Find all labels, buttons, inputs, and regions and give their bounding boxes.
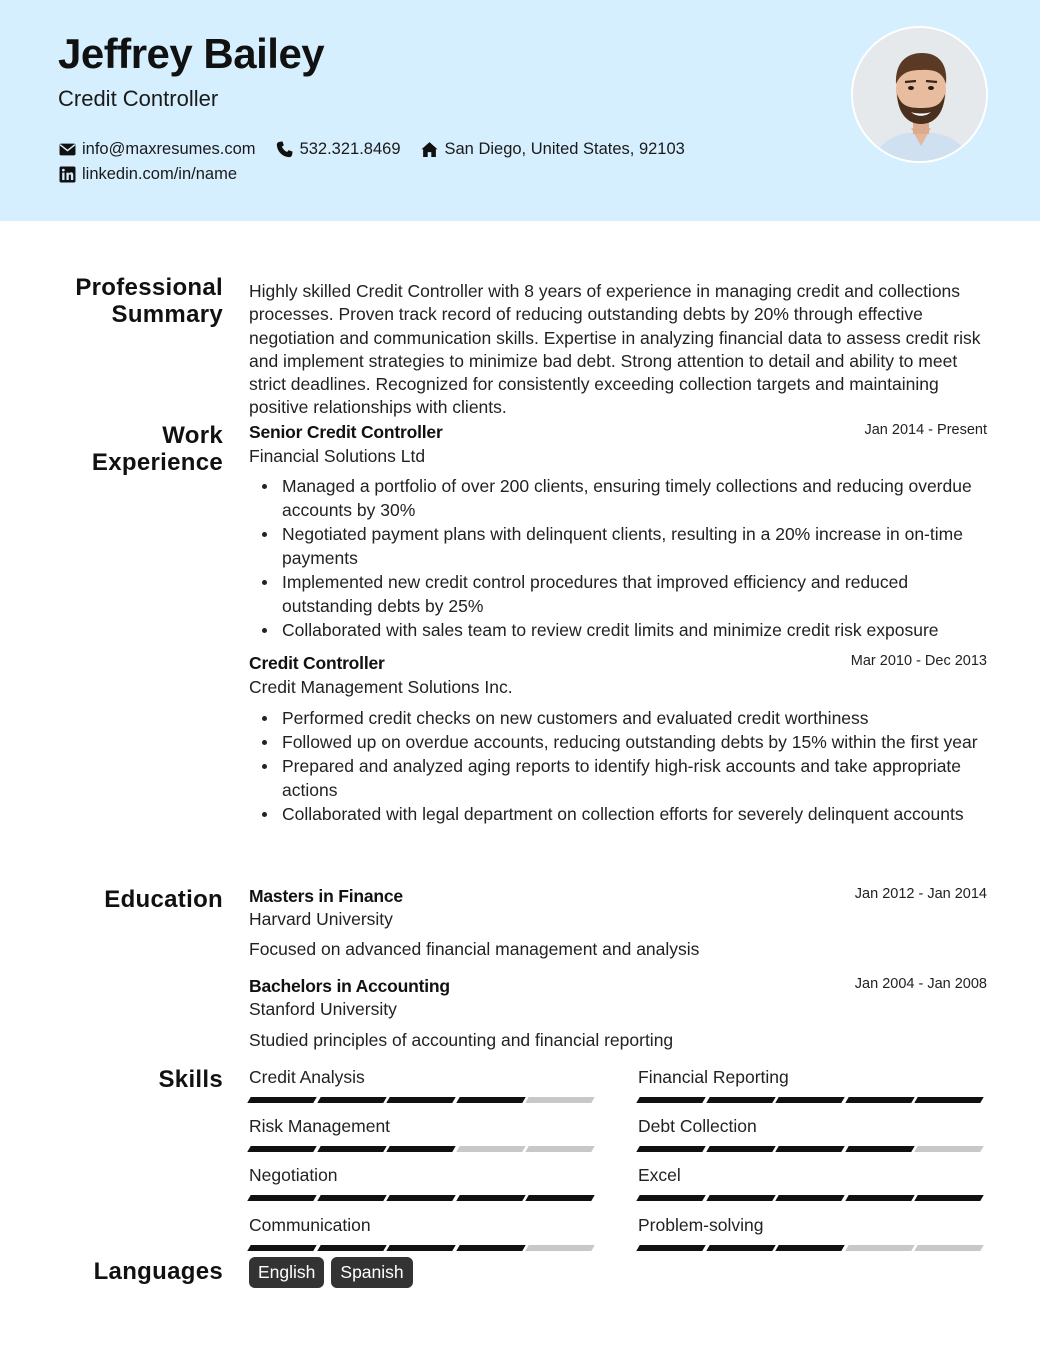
skill-segment-filled <box>775 1146 844 1152</box>
list-item: Managed a portfolio of over 200 clients, ensuring timely collections and reducing overdue accounts by 30% <box>249 474 987 522</box>
degree-title: Bachelors in Accounting <box>249 976 450 996</box>
skill-item <box>249 1215 597 1251</box>
contact-row-2 <box>58 165 257 184</box>
skill-segment-filled <box>247 1146 316 1152</box>
skill-segment-filled <box>706 1195 775 1201</box>
skill-level-bar <box>249 1146 597 1152</box>
language-chip: Spanish <box>331 1257 412 1288</box>
job-dates: Jan 2014 - Present <box>864 422 987 438</box>
skill-name: Credit Analysis <box>249 1067 365 1087</box>
skill-segment-filled <box>706 1146 775 1152</box>
job-title: Senior Credit Controller <box>249 422 443 442</box>
skill-segment-empty <box>526 1245 595 1251</box>
skill-segment-filled <box>636 1146 705 1152</box>
job-header <box>249 422 987 446</box>
language-list <box>249 1257 420 1288</box>
skill-segment-filled <box>775 1195 844 1201</box>
education-description: Studied principles of accounting and financial reporting <box>249 1030 674 1050</box>
skill-level-bar <box>638 1245 986 1251</box>
linkedin-text: linkedin.com/in/name <box>82 165 237 183</box>
skill-level-bar <box>638 1097 986 1103</box>
skill-segment-filled <box>706 1097 775 1103</box>
skill-segment-filled <box>386 1146 455 1152</box>
home-icon <box>421 141 439 159</box>
skill-name: Financial Reporting <box>638 1067 789 1087</box>
section-label-skills: Skills <box>158 1066 223 1093</box>
skill-segment-filled <box>317 1097 386 1103</box>
section-label-education: Education <box>104 886 223 913</box>
skill-segment-empty <box>526 1097 595 1103</box>
job-bullets <box>249 474 987 642</box>
skill-name: Negotiation <box>249 1165 338 1185</box>
education-header <box>249 976 987 1000</box>
school-name: Harvard University <box>249 909 393 929</box>
phone-icon <box>276 141 294 159</box>
list-item: Followed up on overdue accounts, reducing outstanding debts by 15% within the first year <box>249 730 987 754</box>
skill-segment-filled <box>915 1097 984 1103</box>
skill-level-bar <box>249 1245 597 1251</box>
candidate-title: Credit Controller <box>58 86 219 111</box>
skill-level-bar <box>249 1097 597 1103</box>
skill-level-bar <box>638 1195 986 1201</box>
skill-segment-filled <box>317 1146 386 1152</box>
skill-name: Debt Collection <box>638 1116 757 1136</box>
skill-segment-filled <box>456 1097 525 1103</box>
summary-text: Highly skilled Credit Controller with 8 years of experience in managing credit and collections processes. Proven track record of reducing outstanding debts by 20% through effective negotiation and communication skills. Expertise in analyzing financial data to assess credit risk and implement strategies to minimize bad debt. Strong attention to detail and ability to meet strict deadlines. Recognized for consistently exceeding collection targets and maintaining positive relationships with clients. <box>249 281 981 418</box>
language-chip: English <box>249 1257 324 1288</box>
skill-segment-filled <box>845 1195 914 1201</box>
education-dates: Jan 2012 - Jan 2014 <box>854 886 987 902</box>
envelope-icon <box>58 141 76 159</box>
skill-segment-filled <box>386 1097 455 1103</box>
contact-location <box>421 140 685 159</box>
list-item: Collaborated with legal department on collection efforts for severely delinquent accounts <box>249 802 987 826</box>
school-name: Stanford University <box>249 999 397 1019</box>
list-item: Negotiated payment plans with delinquent clients, resulting in a 20% increase in on-time payments <box>249 522 987 570</box>
header-banner <box>0 0 1040 221</box>
skill-segment-filled <box>775 1245 844 1251</box>
contact-email[interactable] <box>58 140 256 159</box>
job-company: Financial Solutions Ltd <box>249 446 426 466</box>
skill-segment-filled <box>845 1097 914 1103</box>
job-bullets <box>249 706 987 826</box>
job-dates: Mar 2010 - Dec 2013 <box>850 653 987 669</box>
education-header <box>249 886 987 910</box>
skill-item <box>638 1116 986 1152</box>
profile-photo <box>851 26 988 163</box>
skill-level-bar <box>638 1146 986 1152</box>
skill-item <box>638 1165 986 1201</box>
skill-name: Risk Management <box>249 1116 391 1136</box>
contact-row <box>58 140 705 159</box>
list-item: Collaborated with sales team to review credit limits and minimize credit risk exposure <box>249 618 987 642</box>
skill-item <box>249 1116 597 1152</box>
skill-segment-filled <box>386 1195 455 1201</box>
skill-segment-filled <box>706 1245 775 1251</box>
contact-phone[interactable] <box>276 140 401 159</box>
job-company: Credit Management Solutions Inc. <box>249 677 513 697</box>
education-dates: Jan 2004 - Jan 2008 <box>854 976 987 992</box>
skill-segment-empty <box>526 1146 595 1152</box>
candidate-name: Jeffrey Bailey <box>58 30 325 77</box>
degree-title: Masters in Finance <box>249 886 403 906</box>
location-text: San Diego, United States, 92103 <box>444 140 685 158</box>
skill-segment-filled <box>456 1245 525 1251</box>
skill-segment-filled <box>915 1195 984 1201</box>
skill-item <box>638 1215 986 1251</box>
skill-segment-filled <box>845 1146 914 1152</box>
skill-name: Problem-solving <box>638 1215 764 1235</box>
skill-item <box>638 1067 986 1103</box>
email-text: info@maxresumes.com <box>82 140 256 158</box>
list-item: Prepared and analyzed aging reports to identify high-risk accounts and take appropriate actions <box>249 754 987 802</box>
skill-segment-filled <box>526 1195 595 1201</box>
skill-name: Communication <box>249 1215 371 1235</box>
section-label-languages: Languages <box>93 1258 223 1285</box>
job-header <box>249 653 987 677</box>
skill-segment-filled <box>636 1097 705 1103</box>
skill-segment-filled <box>247 1195 316 1201</box>
education-description: Focused on advanced financial management and analysis <box>249 939 700 959</box>
skill-segment-empty <box>915 1245 984 1251</box>
linkedin-icon <box>58 166 76 184</box>
skill-segment-filled <box>775 1097 844 1103</box>
skill-level-bar <box>249 1195 597 1201</box>
skill-segment-filled <box>317 1195 386 1201</box>
skill-item <box>249 1067 597 1103</box>
phone-text: 532.321.8469 <box>299 140 401 158</box>
contact-linkedin[interactable] <box>58 165 237 184</box>
skill-segment-filled <box>636 1245 705 1251</box>
skill-segment-filled <box>636 1195 705 1201</box>
skill-name: Excel <box>638 1165 681 1185</box>
job-title: Credit Controller <box>249 653 385 673</box>
list-item: Performed credit checks on new customers and evaluated credit worthiness <box>249 706 987 730</box>
section-label-summary: Professional Summary <box>75 274 223 328</box>
skill-segment-filled <box>247 1097 316 1103</box>
skill-segment-filled <box>317 1245 386 1251</box>
section-label-work: Work Experience <box>91 422 223 476</box>
skill-segment-filled <box>247 1245 316 1251</box>
skill-segment-empty <box>456 1146 525 1152</box>
skill-segment-filled <box>386 1245 455 1251</box>
skill-item <box>249 1165 597 1201</box>
skill-segment-empty <box>915 1146 984 1152</box>
list-item: Implemented new credit control procedures that improved efficiency and reduced outstanding debts by 25% <box>249 570 987 618</box>
skill-segment-filled <box>456 1195 525 1201</box>
skill-segment-empty <box>845 1245 914 1251</box>
